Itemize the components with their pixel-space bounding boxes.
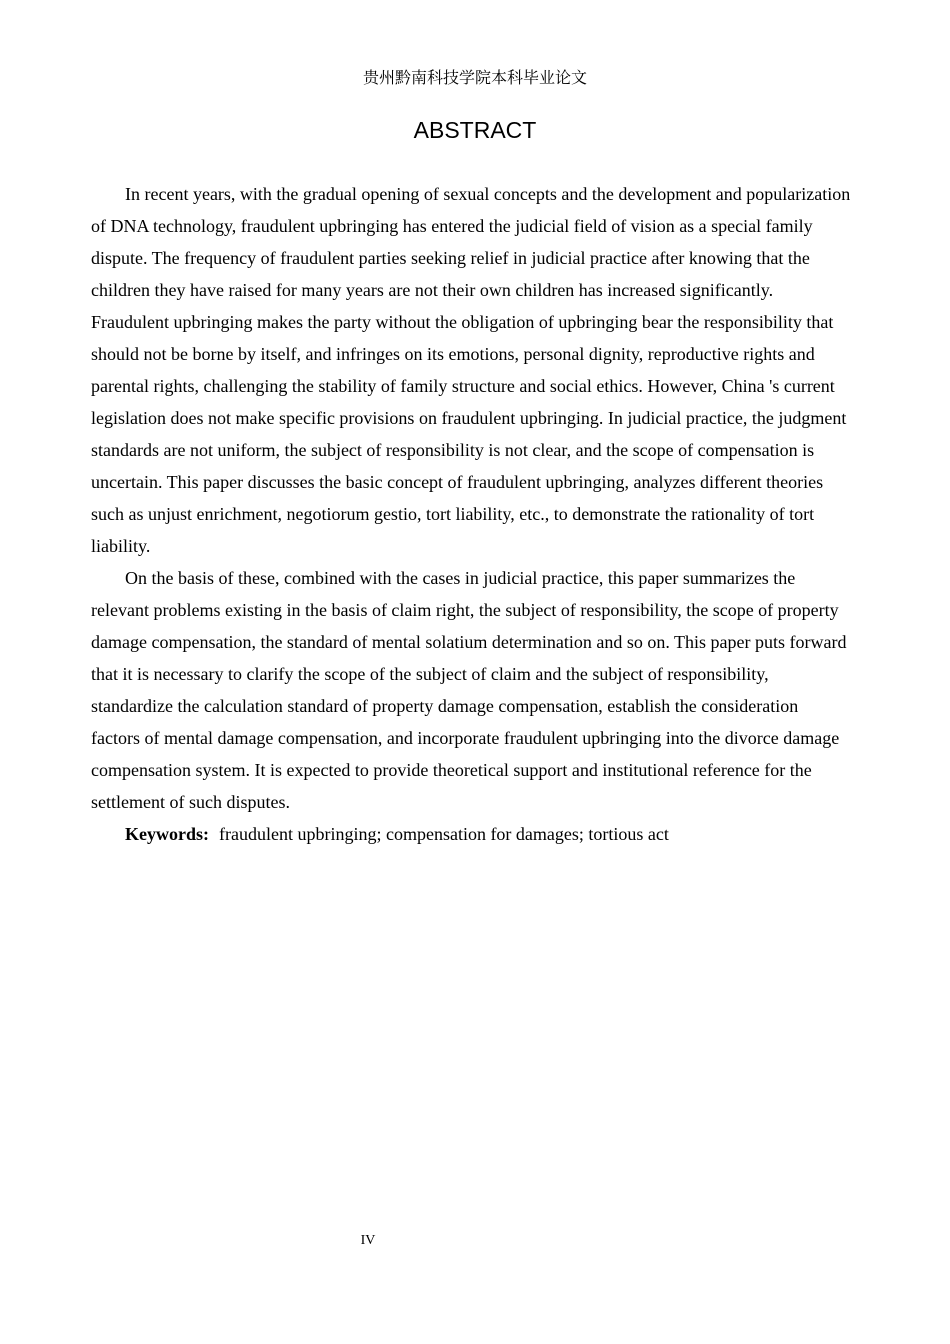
- keywords-label: Keywords:: [125, 824, 209, 844]
- abstract-paragraph-1: In recent years, with the gradual opening of sexual concepts and the development and popularization of DNA technology, fraudulent upbringing has entered the judicial field of vision as a special family dispute. The frequency of fraudulent parties seeking relief in judicial practice after knowing that the children they have raised for many years are not their own children has increased significantly. Fraudulent upbringing makes the party without the obligation of upbringing bear the responsibility that should not be borne by itself, and infringes on its emotions, personal dignity, reproductive rights and parental rights, challenging the stability of family structure and social ethics. However, China 's current legislation does not make specific provisions on fraudulent upbringing. In judicial practice, the judgment standards are not uniform, the subject of responsibility is not clear, and the scope of compensation is uncertain. This paper discusses the basic concept of fraudulent upbringing, analyzes different theories such as unjust enrichment, negotiorum gestio, tort liability, etc., to demonstrate the rationality of tort liability.: [91, 184, 851, 556]
- abstract-paragraph-2: On the basis of these, combined with the cases in judicial practice, this paper summarizes the relevant problems existing in the basis of claim right, the subject of responsibility, the scope of property damage compensation, the standard of mental solatium determination and so on. This paper puts forward that it is necessary to clarify the scope of the subject of claim and the subject of responsibility, standardize the calculation standard of property damage compensation, establish the consideration factors of mental damage compensation, and incorporate fraudulent upbringing into the divorce damage compensation system. It is expected to provide theoretical support and institutional reference for the settlement of such disputes.: [91, 568, 847, 812]
- abstract-body: [91, 178, 851, 850]
- keywords-line: [91, 818, 851, 850]
- abstract-title: ABSTRACT: [413, 117, 537, 143]
- running-header: 贵州黔南科技学院本科毕业论文: [362, 68, 587, 87]
- page-number: IV: [360, 1233, 376, 1248]
- keywords-value: fraudulent upbringing; compensation for damages; tortious act: [219, 824, 669, 844]
